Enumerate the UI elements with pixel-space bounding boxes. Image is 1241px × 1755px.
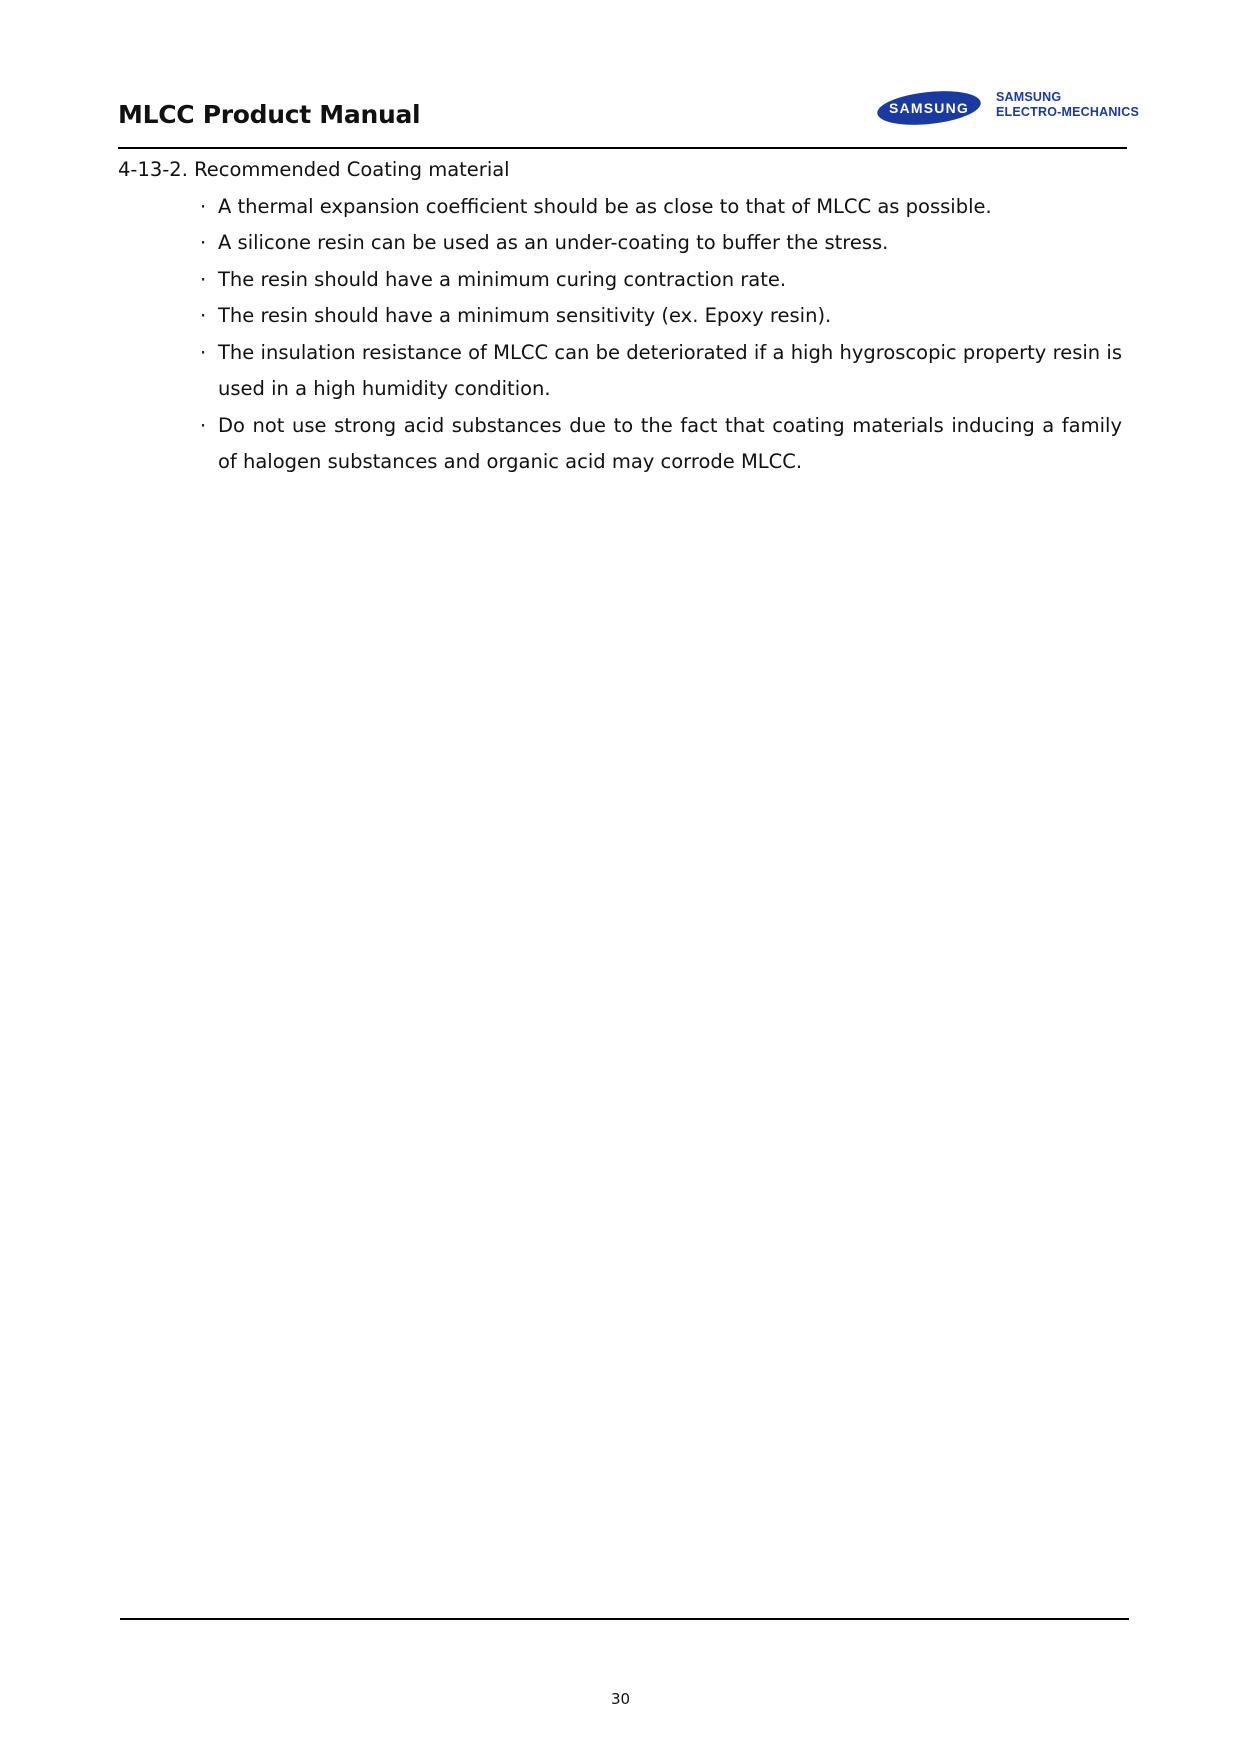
bullet-dot: · [200,231,207,254]
bullet-dot: · [200,267,207,291]
logo-company-line2: ELECTRO-MECHANICS [996,105,1139,119]
bullet-text: A thermal expansion coefficient should be as close to that of MLCC as possible. [218,194,992,218]
section-heading: 4-13-2. Recommended Coating material [118,158,510,181]
page-number: 30 [610,1690,631,1708]
list-item [200,225,1128,262]
bullet-text: The resin should have a minimum sensitivity (ex. Epoxy resin). [218,304,832,327]
list-item [200,262,1128,299]
list-item [200,189,1128,226]
bullet-text: The resin should have a minimum curing contraction rate. [218,267,787,291]
bullet-dot: · [200,304,207,327]
bullet-dot: · [200,194,207,218]
logo-oval-text: SAMSUNG [889,100,969,116]
logo-company-line1: SAMSUNG [996,90,1062,104]
main-content [118,152,1128,481]
list-item [200,408,1128,481]
list-item [200,335,1128,408]
bullet-dot: · [200,340,207,364]
samsung-oval-logo-icon [876,86,982,130]
footer-divider [120,1618,1129,1620]
bullet-text: A silicone resin can be used as an under-coating to buffer the stress. [218,231,889,254]
list-item [200,298,1128,335]
header-divider [118,147,1127,149]
page-title: MLCC Product Manual [118,100,421,129]
bullet-text: The insulation resistance of MLCC can be deteriorated if a high hygroscopic property resin is used in a high humidity condition. [218,340,1122,400]
samsung-electro-mechanics-logo [876,86,1139,130]
bullet-dot: · [200,413,207,437]
bullet-text: Do not use strong acid substances due to the fact that coating materials inducing a family of halogen substances and organic acid may corrode MLCC. [218,413,1122,473]
bullet-list [118,189,1128,481]
logo-company-name [996,90,1139,120]
